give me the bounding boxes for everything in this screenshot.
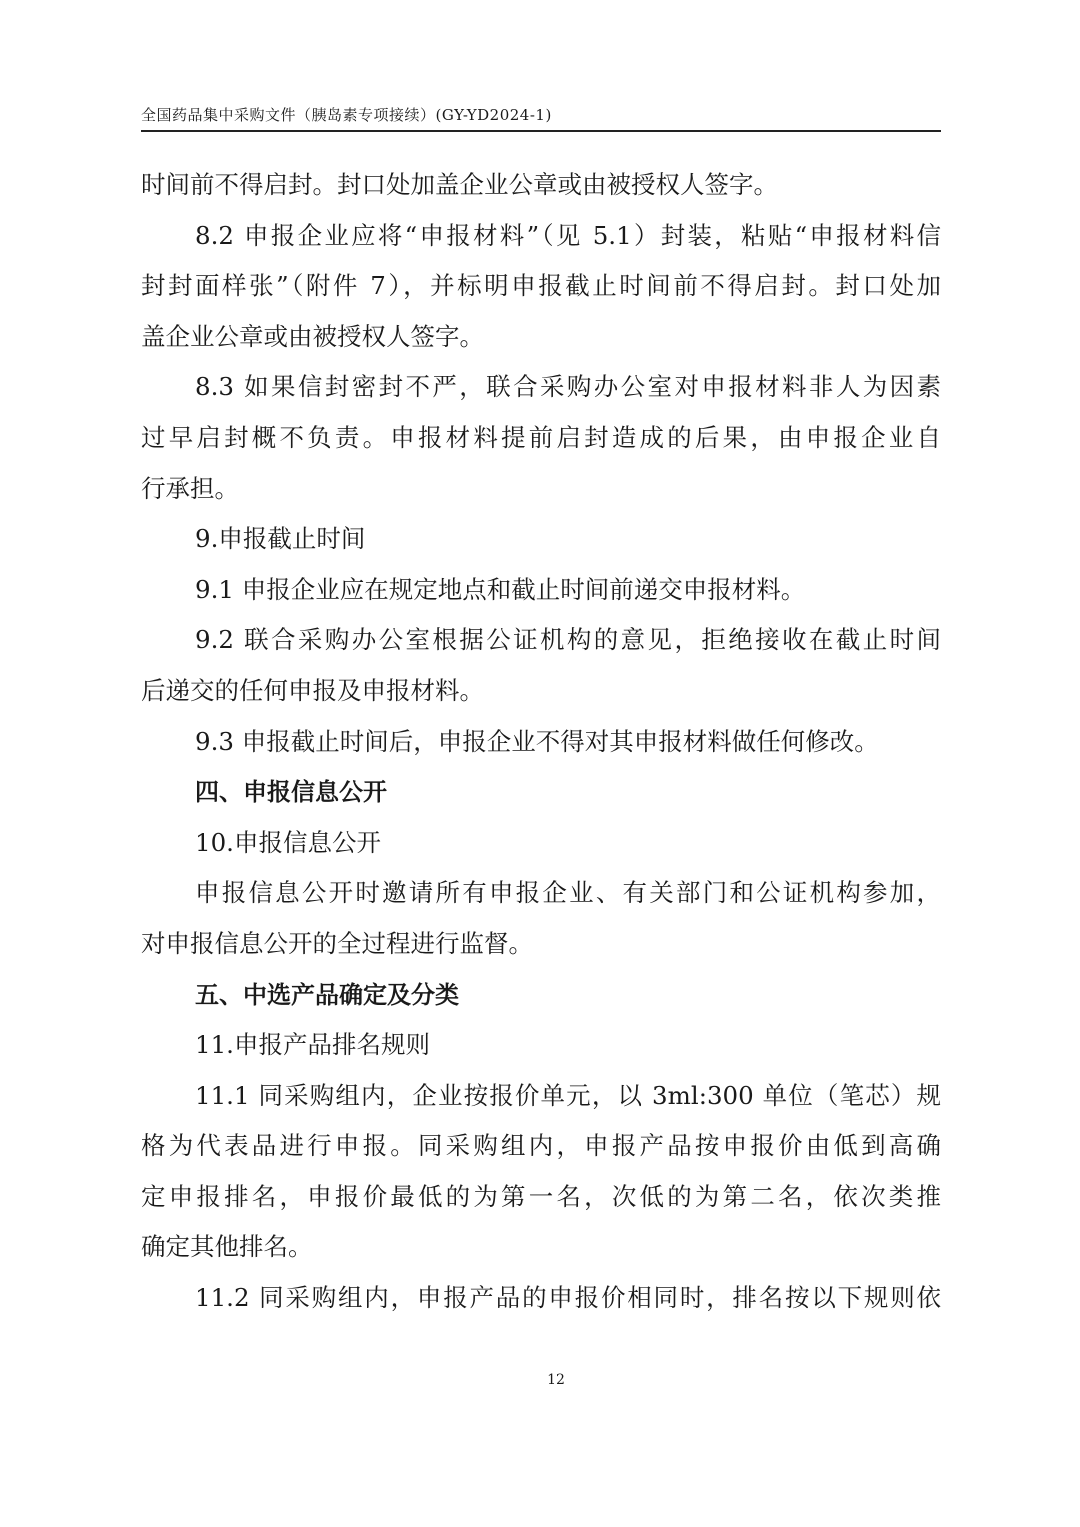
paragraph-line: 后递交的任何申报及申报材料。 [141,675,484,705]
paragraph-line: 过早启封概不负责。申报材料提前启封造成的后果，由申报企业自 [141,422,941,452]
section-subheading: 11.申报产品排名规则 [195,1030,430,1060]
paragraph-line: 9.2 联合采购办公室根据公证机构的意见，拒绝接收在截止时间 [195,625,941,655]
paragraph-line: 11.1 同采购组内，企业按报价单元，以 3ml:300 单位（笔芯）规 [195,1080,941,1110]
paragraph-line: 9.1 申报企业应在规定地点和截止时间前递交申报材料。 [195,574,806,604]
chapter-heading: 四、申报信息公开 [195,778,387,807]
chapter-heading: 五、中选产品确定及分类 [195,980,459,1009]
paragraph-line: 对申报信息公开的全过程进行监督。 [141,928,533,958]
page-number: 12 [547,1372,565,1388]
section-subheading: 10.申报信息公开 [195,827,381,857]
document-body [141,160,941,1324]
paragraph-line: 11.2 同采购组内，申报产品的申报价相同时，排名按以下规则依 [195,1283,941,1313]
section-subheading: 9.申报截止时间 [195,524,366,554]
paragraph-line: 确定其他排名。 [141,1232,313,1262]
paragraph-line: 定申报排名，申报价最低的为第一名，次低的为第二名，依次类推 [141,1181,941,1211]
page-header [141,100,941,132]
paragraph-line: 封封面样张”（附件 7），并标明申报截止时间前不得启封。封口处加 [141,271,941,301]
paragraph-line: 行承担。 [141,473,239,503]
paragraph-line: 格为代表品进行申报。同采购组内，申报产品按申报价由低到高确 [141,1131,941,1161]
header-title: 全国药品集中采购文件（胰岛素专项接续）(GY-YD2024-1) [141,106,552,124]
paragraph-line: 时间前不得启封。封口处加盖企业公章或由被授权人签字。 [141,170,778,199]
paragraph-line: 8.2 申报企业应将“申报材料”（见 5.1）封装，粘贴“申报材料信 [195,220,941,250]
paragraph-line: 盖企业公章或由被授权人签字。 [141,321,484,351]
paragraph-line: 9.3 申报截止时间后，申报企业不得对其申报材料做任何修改。 [195,726,879,756]
paragraph-line: 8.3 如果信封密封不严，联合采购办公室对申报材料非人为因素 [195,372,941,402]
paragraph-line: 申报信息公开时邀请所有申报企业、有关部门和公证机构参加， [195,878,941,908]
